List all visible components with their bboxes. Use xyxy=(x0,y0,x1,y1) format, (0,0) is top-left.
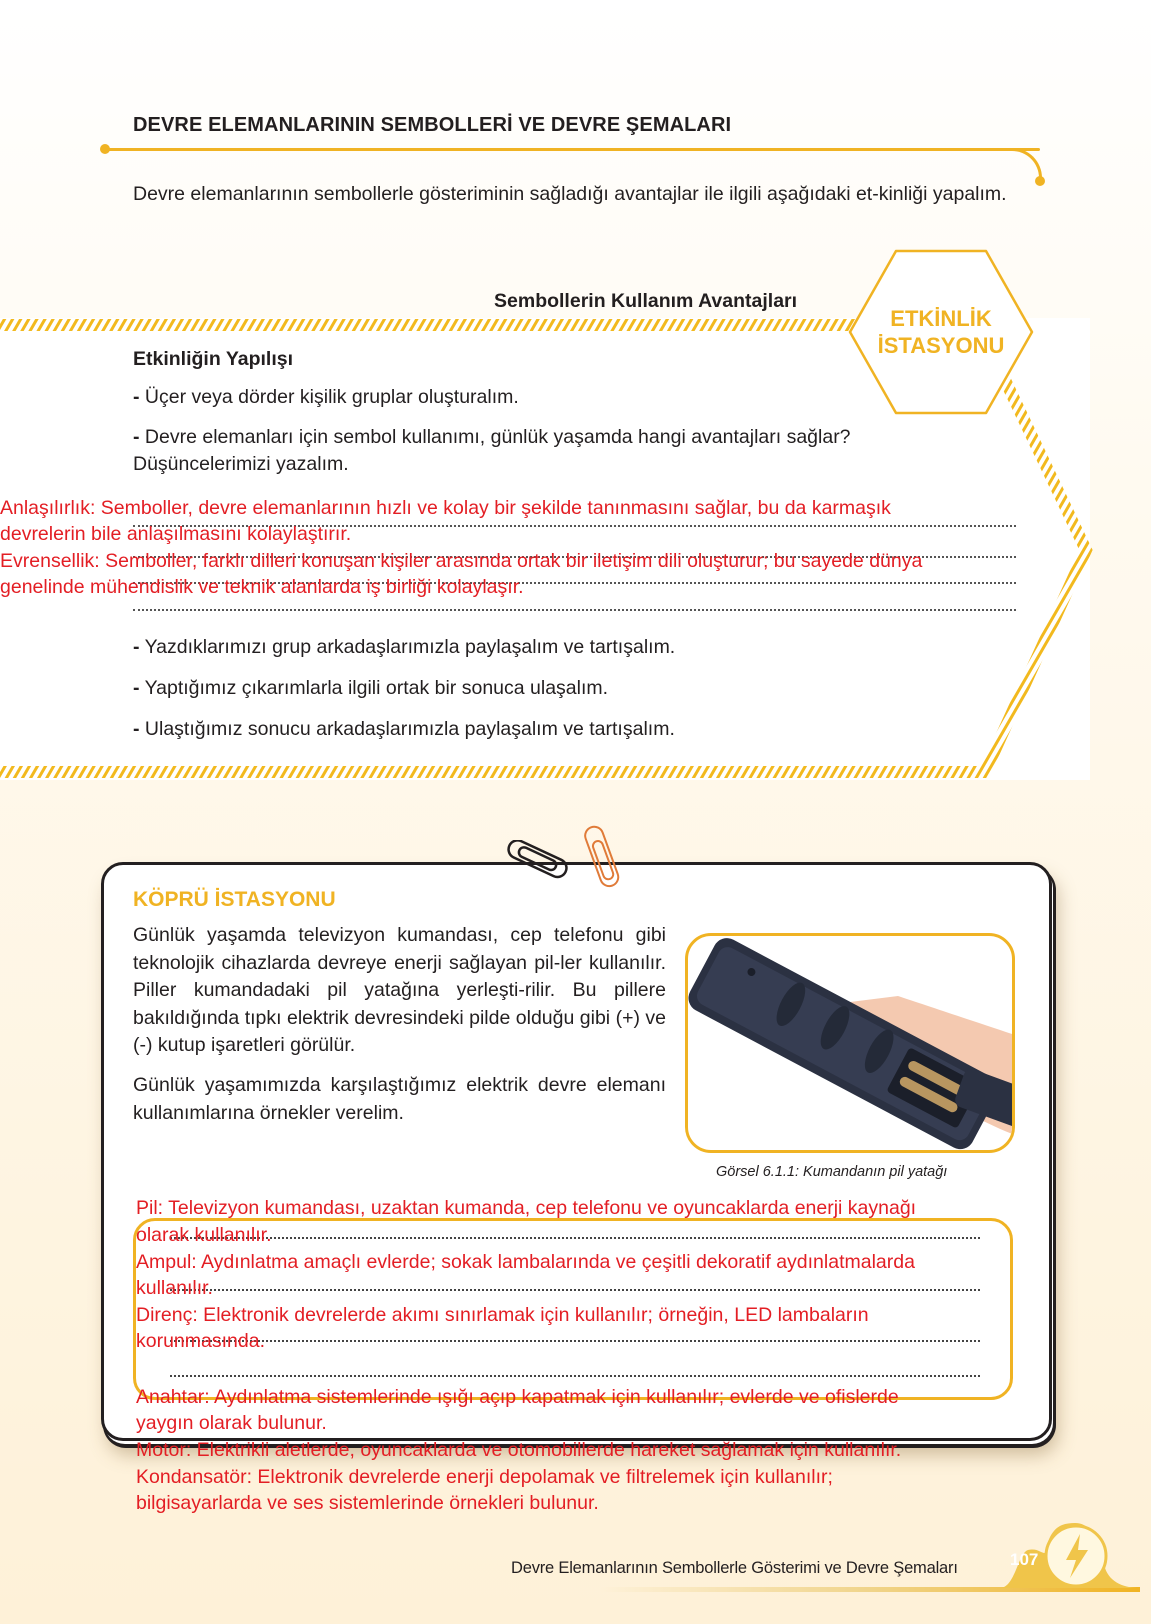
activity-station-label: ETKİNLİK İSTASYONU xyxy=(877,306,1005,358)
title-rule xyxy=(105,148,1040,151)
handwritten-answer: Direnç: Elektronik devrelerde akımı sınırlamak için kullanılır; örneğin, LED lambaların xyxy=(136,1304,869,1326)
activity-step: - Yaptığımız çıkarımlarla ilgili ortak bir sonuca ulaşalım. xyxy=(133,677,609,699)
paperclip-icon xyxy=(503,840,573,880)
handwritten-answer: devrelerin bile anlaşılmasını kolaylaştırır. xyxy=(0,523,352,545)
handwritten-answer: Anahtar: Aydınlatma sistemlerinde ışığı açıp kapatmak için kullanılır; evlerde ve ofislerde xyxy=(136,1386,899,1408)
paperclip-icon xyxy=(583,822,623,892)
answer-line xyxy=(170,1375,980,1377)
activity-step: - Yazdıklarımızı grup arkadaşlarımızla paylaşalım ve tartışalım. xyxy=(133,636,676,658)
bridge-station-title: KÖPRÜ İSTASYONU xyxy=(133,888,336,911)
handwritten-answer: Kondansatör: Elektronik devrelerde enerji depolamak ve filtrelemek için kullanılır; xyxy=(136,1466,833,1488)
answer-line xyxy=(133,609,1016,611)
activity-subtitle: Sembollerin Kullanım Avantajları xyxy=(494,290,798,312)
handwritten-answer: Evrensellik: Semboller, farklı dilleri konuşan kişiler arasında ortak bir iletişim dili oluşturur; bu sayede dünya xyxy=(0,550,923,572)
figure-caption: Görsel 6.1.1: Kumandanın pil yatağı xyxy=(716,1164,948,1180)
handwritten-answer: genelinde mühendislik ve teknik alanlarda iş birliği kolaylaşır. xyxy=(0,576,524,598)
handwritten-answer: Ampul: Aydınlatma amaçlı evlerde; sokak lambalarında ve çeşitli dekoratif aydınlatmalarda xyxy=(136,1251,915,1273)
handwritten-answer: Motor: Elektrikli aletlerde, oyuncaklarda ve otomobillerde hareket sağlamak için kullanılır. xyxy=(136,1439,902,1461)
handwritten-answer: kullanılır. xyxy=(136,1277,213,1299)
handwritten-answer: Anlaşılırlık: Semboller, devre elemanlarının hızlı ve kolay bir şekilde tanınmasını sağlar, bu da karmaşık xyxy=(0,497,891,519)
answer-line xyxy=(170,1340,980,1342)
answer-line xyxy=(170,1289,980,1291)
page-number: 107 xyxy=(1010,1550,1039,1569)
title-rule-curve xyxy=(1000,148,1042,178)
bridge-paragraph: Günlük yaşamda televizyon kumandası, cep telefonu gibi teknolojik cihazlarda devreye enerji sağlayan pil-ler kullanılır. Piller kumandadaki pil yatağına yerleşti-rilir. Bu pillere bakıldığında tıpkı elektrik devresindeki pilde olduğu gibi (+) ve (-) kutup işaretleri görülür. xyxy=(133,924,666,1056)
section-title: DEVRE ELEMANLARININ SEMBOLLERİ VE DEVRE ŞEMALARI xyxy=(133,114,732,136)
activity-heading: Etkinliğin Yapılışı xyxy=(133,348,294,370)
answer-line xyxy=(170,1237,980,1239)
handwritten-answer: korunmasında. xyxy=(136,1330,265,1352)
handwritten-answer: olarak kullanılır. xyxy=(136,1224,272,1246)
footer-chapter-title: Devre Elemanlarının Sembollerle Gösterimi ve Devre Şemaları xyxy=(511,1559,958,1577)
title-rule-dot xyxy=(1035,176,1045,186)
activity-step: - Ulaştığımız sonucu arkadaşlarımızla paylaşalım ve tartışalım. xyxy=(133,718,675,740)
activity-step: - Devre elemanları için sembol kullanımı, günlük yaşamda hangi avantajları sağlar? Düşüncelerimizi yazalım. xyxy=(133,426,851,475)
handwritten-answer: bilgisayarlarda ve ses sistemlerinde örnekleri bulunur. xyxy=(136,1492,599,1514)
remote-control-photo xyxy=(685,933,1015,1153)
activity-step: - Üçer veya dörder kişilik gruplar oluşturalım. xyxy=(133,386,519,408)
handwritten-answer: Pil: Televizyon kumandası, uzaktan kumanda, cep telefonu ve oyuncaklarda enerji kaynağı xyxy=(136,1197,917,1219)
bridge-paragraph: Günlük yaşamımızda karşılaştığımız elektrik devre elemanı kullanımlarına örnekler verelim. xyxy=(133,1074,666,1124)
intro-paragraph: Devre elemanlarının sembollerle gösteriminin sağladığı avantajlar ile ilgili aşağıdaki et-kinliği yapalım. xyxy=(133,183,1007,205)
handwritten-answer: yaygın olarak bulunur. xyxy=(136,1412,327,1434)
remote-battery-image-icon xyxy=(688,936,1015,1153)
